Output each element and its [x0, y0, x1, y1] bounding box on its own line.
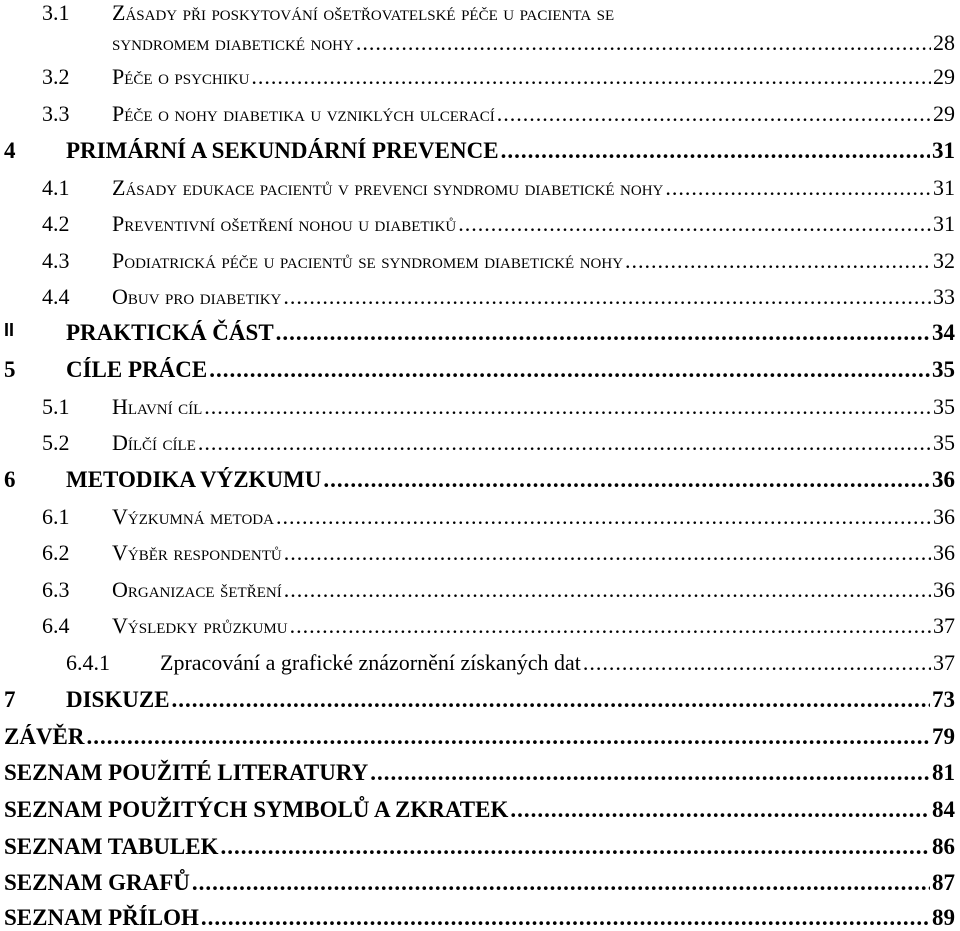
toc-entry-number: 6.2 — [42, 540, 70, 565]
toc-entry[interactable] — [0, 504, 955, 530]
toc-entry-title-continuation: syndromem diabetické nohy — [112, 30, 354, 55]
toc-entry[interactable] — [0, 613, 955, 639]
toc-entry-page: 87 — [932, 870, 955, 895]
toc-entry-page: 33 — [933, 284, 955, 309]
dot-leader — [284, 540, 931, 566]
toc-entry-number: 6.4 — [42, 613, 70, 638]
toc-entry[interactable] — [0, 905, 955, 931]
dot-leader — [192, 870, 930, 896]
toc-entry-number: 3.2 — [42, 64, 70, 89]
dot-leader — [276, 504, 931, 530]
toc-entry-number: 5.1 — [42, 394, 70, 419]
dot-leader — [290, 613, 931, 639]
toc-entry-title: Zpracování a grafické znázornění získaných dat — [160, 650, 581, 675]
toc-entry[interactable] — [0, 64, 955, 90]
toc-entry-page: 84 — [932, 797, 955, 822]
toc-entry-page: 37 — [933, 613, 955, 638]
toc-entry-continuation[interactable] — [0, 30, 955, 56]
toc-entry-page: 28 — [933, 30, 955, 55]
dot-leader — [323, 467, 930, 493]
toc-entry-number: 3.1 — [42, 0, 70, 25]
toc-entry[interactable] — [0, 211, 955, 237]
toc-entry-page: 81 — [932, 760, 955, 785]
toc-entry-page: 35 — [932, 357, 955, 382]
dot-leader — [501, 138, 930, 164]
toc-entry-number: 7 — [4, 687, 16, 712]
toc-entry-page: 36 — [932, 467, 955, 492]
toc-entry[interactable] — [0, 320, 955, 346]
toc-entry[interactable] — [0, 284, 955, 310]
toc-entry-page: 36 — [933, 577, 955, 602]
toc-entry-title: Obuv pro diabetiky — [112, 284, 282, 309]
toc-entry-number: 4 — [4, 138, 16, 163]
toc-entry-title: METODIKA VÝZKUMU — [66, 467, 322, 492]
toc-entry-number: 6.3 — [42, 577, 70, 602]
toc-entry-title: Hlavní cíl — [112, 394, 203, 419]
dot-leader — [284, 577, 931, 603]
dot-leader — [209, 357, 930, 383]
toc-entry-title: SEZNAM PŘÍLOH — [4, 905, 199, 930]
dot-leader — [276, 320, 930, 346]
toc-entry[interactable] — [0, 467, 955, 493]
toc-entry[interactable] — [0, 687, 955, 713]
toc-entry-number: II — [4, 320, 15, 340]
dot-leader — [221, 834, 930, 860]
toc-entry-page: 36 — [933, 540, 955, 565]
toc-entry[interactable] — [0, 248, 955, 274]
toc-entry-title: Výzkumná metoda — [112, 504, 274, 529]
toc-entry[interactable] — [0, 540, 955, 566]
toc-entry-number: 5.2 — [42, 430, 70, 455]
dot-leader — [87, 724, 930, 750]
toc-entry-page: 35 — [933, 430, 955, 455]
toc-entry[interactable] — [0, 760, 955, 786]
toc-entry-title: Péče o psychiku — [112, 64, 250, 89]
toc-entry[interactable] — [0, 357, 955, 383]
toc-entry-title: DISKUZE — [66, 687, 170, 712]
dot-leader — [625, 248, 931, 274]
toc-entry[interactable] — [0, 101, 955, 127]
dot-leader — [458, 211, 931, 237]
dot-leader — [583, 650, 931, 676]
toc-entry-title: Podiatrická péče u pacientů se syndromem diabetické nohy — [112, 248, 624, 273]
toc-entry-title: SEZNAM POUŽITÝCH SYMBOLŮ A ZKRATEK — [4, 797, 509, 822]
toc-entry-title: PRAKTICKÁ ČÁST — [66, 320, 274, 345]
dot-leader — [251, 64, 931, 90]
toc-entry-page: 31 — [933, 175, 955, 200]
toc-entry[interactable] — [0, 834, 955, 860]
toc-entry-page: 35 — [933, 394, 955, 419]
toc-entry-number: 4.4 — [42, 284, 70, 309]
toc-entry-number: 6 — [4, 467, 16, 492]
toc-entry-number: 4.2 — [42, 211, 70, 236]
toc-entry[interactable] — [0, 724, 955, 750]
toc-entry-number: 6.4.1 — [66, 650, 110, 675]
dot-leader — [204, 394, 931, 420]
dot-leader — [497, 101, 931, 127]
dot-leader — [172, 687, 930, 713]
dot-leader — [665, 175, 931, 201]
toc-entry-title: SEZNAM GRAFŮ — [4, 870, 190, 895]
toc-entry-title: CÍLE PRÁCE — [66, 357, 208, 382]
toc-entry[interactable] — [0, 577, 955, 603]
dot-leader — [201, 905, 930, 931]
toc-entry-page: 32 — [933, 248, 955, 273]
toc-entry[interactable] — [0, 650, 955, 676]
toc-entry-number: 3.3 — [42, 101, 70, 126]
toc-entry-title: Organizace šetření — [112, 577, 282, 602]
toc-entry[interactable] — [0, 138, 955, 164]
toc-entry-number: 4.1 — [42, 175, 70, 200]
toc-entry-number: 4.3 — [42, 248, 70, 273]
toc-entry-number: 6.1 — [42, 504, 70, 529]
toc-entry-page: 86 — [932, 834, 955, 859]
toc-entry-page: 37 — [933, 650, 955, 675]
toc-entry[interactable] — [0, 430, 955, 456]
toc-entry-page: 31 — [932, 138, 955, 163]
toc-entry-title: Výběr respondentů — [112, 540, 282, 565]
dot-leader — [510, 797, 930, 823]
toc-entry-page: 79 — [932, 724, 955, 749]
toc-entry-title: Péče o nohy diabetika u vzniklých ulcerací — [112, 101, 495, 126]
toc-entry-page: 89 — [932, 905, 955, 930]
toc-entry-number: 5 — [4, 357, 16, 382]
dot-leader — [356, 30, 931, 56]
toc-entry-page: 34 — [932, 320, 955, 345]
toc-entry-page: 29 — [933, 101, 955, 126]
toc-entry-title: Výsledky průzkumu — [112, 613, 288, 638]
dot-leader — [198, 430, 931, 456]
toc-entry[interactable] — [0, 394, 955, 420]
toc-entry[interactable] — [0, 797, 955, 823]
dot-leader — [283, 284, 931, 310]
toc-entry[interactable] — [0, 175, 955, 201]
toc-entry[interactable] — [0, 0, 955, 26]
toc-entry-page: 36 — [933, 504, 955, 529]
toc-entry-title: Zásady při poskytování ošetřovatelské péče u pacienta se — [112, 0, 615, 25]
toc-entry-title: Preventivní ošetření nohou u diabetiků — [112, 211, 457, 236]
toc-entry[interactable] — [0, 870, 955, 896]
toc-entry-page: 73 — [932, 687, 955, 712]
toc-entry-title: ZÁVĚR — [4, 724, 85, 749]
dot-leader — [370, 760, 930, 786]
toc-entry-title: PRIMÁRNÍ A SEKUNDÁRNÍ PREVENCE — [66, 138, 499, 163]
toc-entry-page: 31 — [933, 211, 955, 236]
toc-entry-title: SEZNAM POUŽITÉ LITERATURY — [4, 760, 369, 785]
toc-entry-title: SEZNAM TABULEK — [4, 834, 219, 859]
toc-entry-title: Zásady edukace pacientů v prevenci syndromu diabetické nohy — [112, 175, 664, 200]
toc-entry-title: Dílčí cíle — [112, 430, 196, 455]
toc-entry-page: 29 — [933, 64, 955, 89]
